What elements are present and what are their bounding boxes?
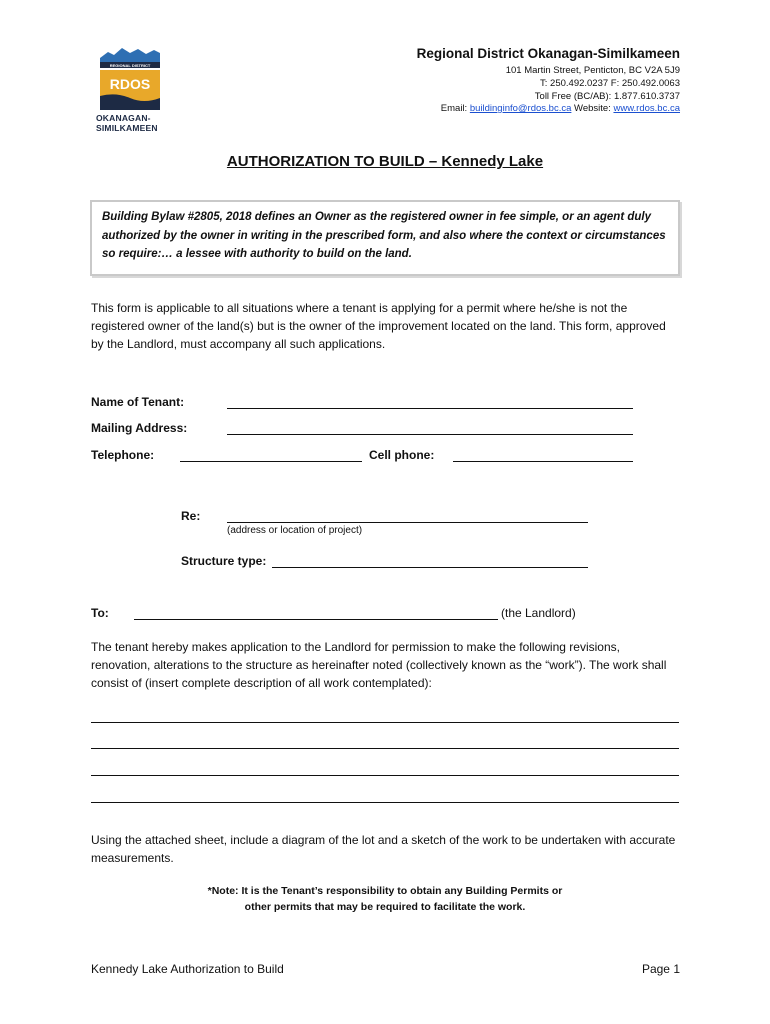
landlord-field[interactable]: [134, 619, 498, 620]
footer-title: Kennedy Lake Authorization to Build: [91, 962, 284, 976]
logo-acronym: RDOS: [109, 76, 151, 92]
note-line-2: other permits that may be required to facilitate the work.: [244, 901, 526, 913]
logo-name: [96, 113, 176, 133]
telephone-field[interactable]: [180, 461, 362, 462]
logo-name-line1: OKANAGAN-: [96, 113, 151, 123]
org-contact: [441, 102, 680, 115]
mailing-address-label: Mailing Address:: [91, 421, 188, 435]
work-description-line[interactable]: [91, 775, 679, 776]
cell-phone-field[interactable]: [453, 461, 633, 462]
tenant-name-label: Name of Tenant:: [91, 395, 185, 409]
work-description-line[interactable]: [91, 802, 679, 803]
email-link[interactable]: buildinginfo@rdos.bc.ca: [469, 103, 572, 114]
website-link[interactable]: www.rdos.bc.ca: [613, 103, 680, 114]
org-address: 101 Martin Street, Penticton, BC V2A 5J9: [505, 65, 680, 76]
application-paragraph: The tenant hereby makes application to the Landlord for permission to make the following revisions, renovation, alterations to the structure as hereinafter noted (collectively known as the “work”). The work shall consist of (insert complete description of all work contemplated):: [91, 640, 667, 690]
org-name: Regional District Okanagan-Similkameen: [416, 46, 680, 61]
cell-phone-label: Cell phone:: [369, 448, 435, 462]
diagram-paragraph: Using the attached sheet, include a diagram of the lot and a sketch of the work to be undertaken with accurate measurements.: [91, 833, 676, 865]
re-label: Re:: [181, 509, 201, 523]
org-tollfree: Toll Free (BC/AB): 1.877.610.3737: [534, 91, 680, 102]
website-label: Website:: [574, 103, 611, 114]
page-number: Page 1: [641, 962, 680, 976]
mailing-address-field[interactable]: [227, 434, 633, 435]
org-phone: T: 250.492.0237 F: 250.492.0063: [540, 78, 680, 89]
email-label: Email:: [440, 103, 468, 114]
bylaw-text: Building Bylaw #2805, 2018 defines an Owner as the registered owner in fee simple, or an agent duly authorized by the owner in writing in the prescribed form, and also where the context or circumstances so require:… a lessee with authority to build on the land.: [102, 211, 666, 260]
bylaw-box: [90, 200, 680, 276]
note-line-1: *Note: It is the Tenant’s responsibility to obtain any Building Permits or: [207, 885, 563, 897]
logo-mountains: [100, 48, 160, 62]
structure-type-label: Structure type:: [181, 554, 267, 568]
landlord-suffix: (the Landlord): [501, 606, 576, 620]
intro-paragraph: This form is applicable to all situations where a tenant is applying for a permit where he/she is not the registered owner of the land(s) but is the owner of the improvement located on the land. This form, approved by the Landlord, must accompany all such applications.: [91, 301, 666, 351]
page-title: AUTHORIZATION TO BUILD – Kennedy Lake: [226, 153, 544, 170]
tenant-name-field[interactable]: [227, 408, 633, 409]
to-label: To:: [91, 606, 109, 620]
re-hint: (address or location of project): [227, 525, 363, 536]
logo-band-text: REGIONAL DISTRICT: [109, 63, 151, 68]
re-field[interactable]: [227, 522, 588, 523]
structure-type-field[interactable]: [272, 567, 588, 568]
telephone-label: Telephone:: [91, 448, 155, 462]
work-description-line[interactable]: [91, 748, 679, 749]
logo-name-line2: SIMILKAMEEN: [96, 123, 158, 133]
work-description-line[interactable]: [91, 722, 679, 723]
